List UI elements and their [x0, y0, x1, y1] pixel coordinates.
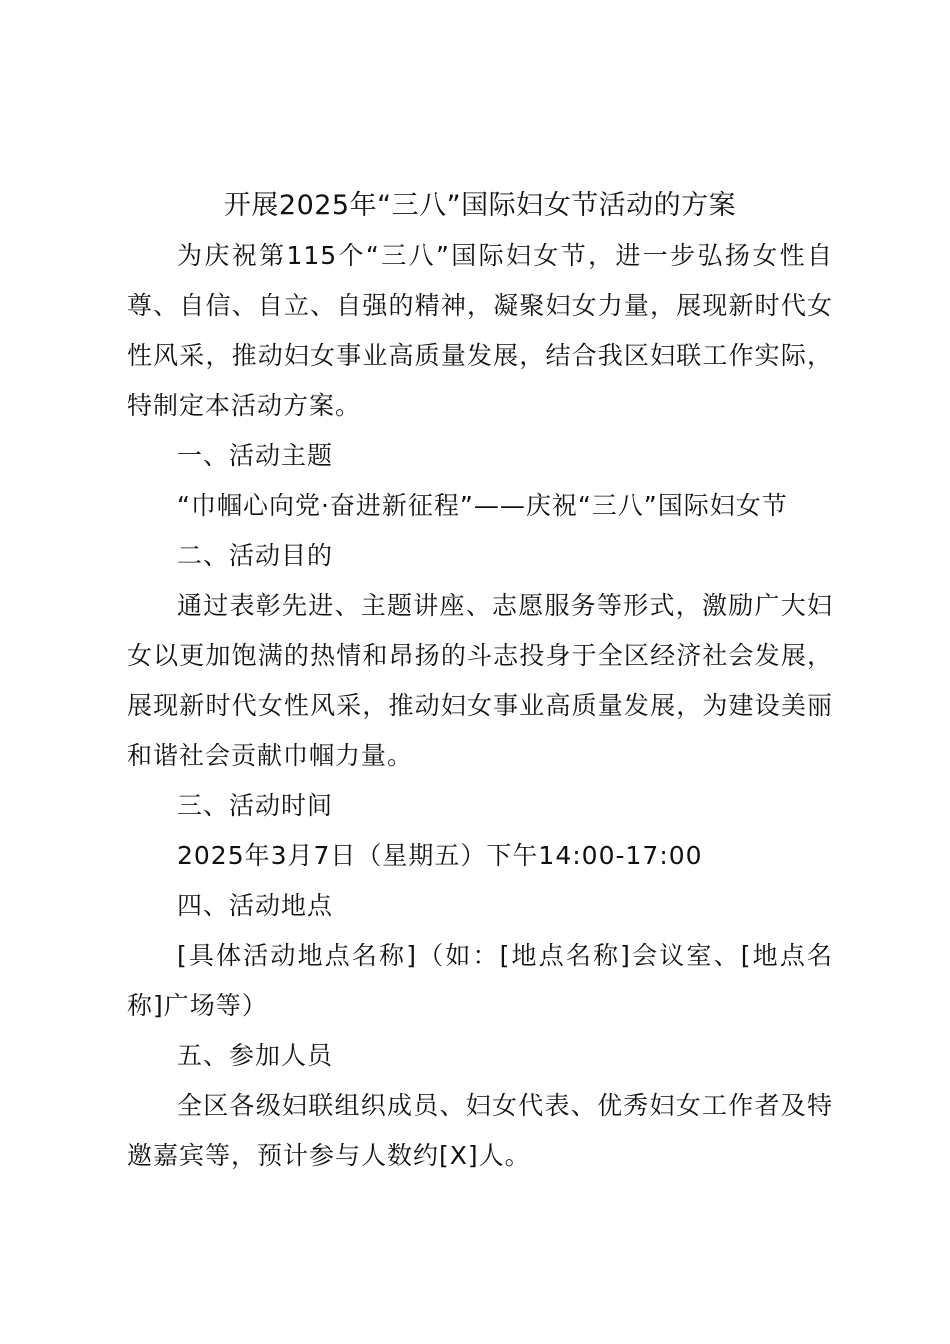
document-page: [127, 181, 833, 1181]
section-body-theme: “巾帼心向党·奋进新征程”——庆祝“三八”国际妇女节: [177, 491, 788, 520]
section-body-purpose: 通过表彰先进、主题讲座、志愿服务等形式，激励广大妇女以更加饱满的热情和昂扬的斗志投身于全区经济社会发展，展现新时代女性风采，推动妇女事业高质量发展，为建设美丽和谐社会贡献巾帼力量。: [127, 591, 833, 770]
section-body-participants: 全区各级妇联组织成员、妇女代表、优秀妇女工作者及特邀嘉宾等，预计参与人数约[X]人。: [127, 1091, 833, 1170]
intro-paragraph: 为庆祝第115个“三八”国际妇女节，进一步弘扬女性自尊、自信、自立、自强的精神，凝聚妇女力量，展现新时代女性风采，推动妇女事业高质量发展，结合我区妇联工作实际，特制定本活动方案。: [127, 241, 833, 420]
section-heading-participants: 五、参加人员: [177, 1041, 334, 1070]
document-title: 开展2025年“三八”国际妇女节活动的方案: [223, 190, 737, 221]
section-body-location: [具体活动地点名称]（如：[地点名称]会议室、[地点名称]广场等）: [127, 941, 833, 1020]
section-heading-time: 三、活动时间: [177, 791, 334, 820]
section-body-time: 2025年3月7日（星期五）下午14:00-17:00: [177, 841, 703, 870]
section-heading-theme: 一、活动主题: [177, 441, 334, 470]
section-heading-purpose: 二、活动目的: [177, 541, 334, 570]
section-heading-location: 四、活动地点: [177, 891, 334, 920]
